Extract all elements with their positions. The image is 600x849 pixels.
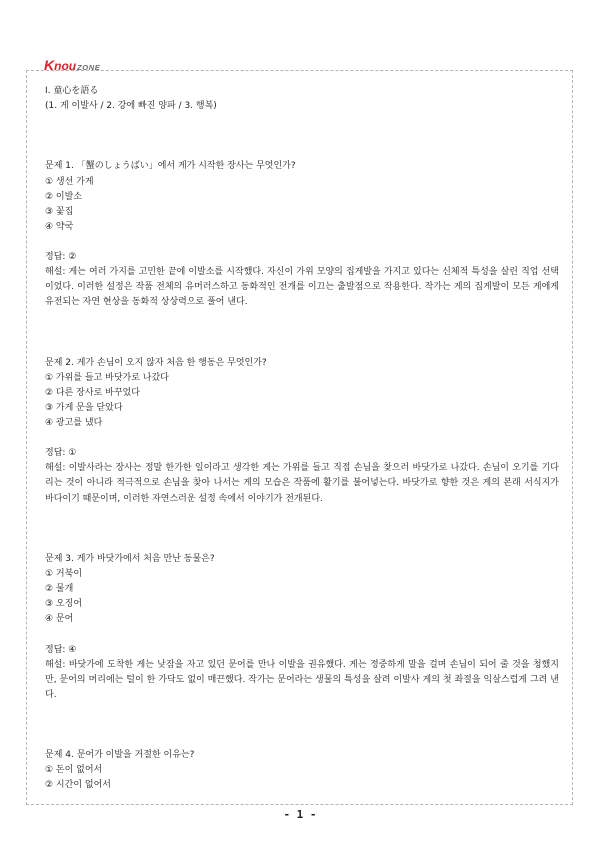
question-3-explanation: 해설: 바닷가에 도착한 게는 낮잠을 자고 있던 문어를 만나 이발을 권유했다. 게는 정중하게 말을 걸며 손님이 되어 줄 것을 청했지만, 문어의 머리에는 털이 한 가닥도 없이 매끈했다. 작가는 문어라는 생물의 특성을 살려 이발사 게의 첫 좌절을 익살스럽게 그려 낸다. — [45, 659, 559, 700]
logo-letter-k: K — [44, 57, 55, 73]
question-3: 문제 3. 게가 바닷가에서 처음 만난 동물은? — [45, 553, 215, 564]
question-3-option-1: ① 거북이 — [45, 569, 83, 580]
question-1-answer: 정답: ② — [45, 252, 77, 263]
section-subtitle: (1. 게 이발사 / 2. 강에 빠진 양파 / 3. 행복) — [45, 101, 217, 112]
question-1-option-1: ① 생선 가게 — [45, 176, 94, 187]
question-4-option-1: ① 돈이 없어서 — [45, 765, 103, 776]
question-4: 문제 4. 문어가 이발을 거절한 이유는? — [45, 750, 195, 761]
question-2-option-2: ② 다른 장사로 바꾸었다 — [45, 387, 140, 398]
question-2-option-1: ① 가위를 들고 바닷가로 나갔다 — [45, 372, 169, 383]
question-1-option-4: ④ 약국 — [45, 221, 74, 232]
question-2-answer: 정답: ① — [45, 448, 77, 459]
question-2-explanation: 해설: 이발사라는 장사는 정말 한가한 일이라고 생각한 게는 가위를 들고 직접 손님을 찾으러 바닷가로 나갔다. 손님이 오기를 기다리는 것이 아니라 적극적으로 손님을 찾아 나서는 게의 모습은 작품에 활기를 불어넣는다. 바닷가로 향한 것은 게의 본래 서식지가 바다이기 때문이며, 이러한 자연스러운 설정 속에서 이야기가 전개된다. — [45, 463, 559, 504]
question-2-option-4: ④ 광고를 냈다 — [45, 418, 103, 429]
question-1-option-3: ③ 꽃집 — [45, 206, 74, 217]
page-number: - 1 - — [283, 808, 317, 821]
question-2: 문제 2. 게가 손님이 오지 않자 처음 한 행동은 무엇인가? — [45, 357, 267, 368]
question-1-explanation: 해설: 게는 여러 가지를 고민한 끝에 이발소를 시작했다. 자신이 가위 모양의 집게발을 가지고 있다는 신체적 특성을 살린 직업 선택이었다. 이러한 설정은 작품 전체의 유머러스하고 동화적인 전개를 이끄는 출발점으로 작용한다. 작가는 게의 집게발이 모든 게에게 유전되는 자연 현상을 동화적 상상력으로 풀어 낸다. — [45, 267, 559, 308]
question-1: 문제 1. 「蟹のしょうばい」에서 게가 시작한 장사는 무엇인가? — [45, 161, 296, 172]
question-3-option-3: ③ 오징어 — [45, 599, 83, 610]
question-1-option-2: ② 이발소 — [45, 191, 83, 202]
question-3-answer: 정답: ④ — [45, 644, 77, 655]
logo-text-nou: nou — [54, 59, 77, 73]
question-3-option-2: ② 물개 — [45, 584, 74, 595]
question-3-option-4: ④ 문어 — [45, 614, 74, 625]
section-title: Ⅰ. 童心を語る — [45, 86, 99, 96]
logo-text-zone: ZONE — [77, 63, 101, 72]
question-4-option-2: ② 시간이 없어서 — [45, 780, 111, 791]
question-2-option-3: ③ 가게 문을 닫았다 — [45, 403, 123, 413]
document-body — [45, 84, 559, 793]
